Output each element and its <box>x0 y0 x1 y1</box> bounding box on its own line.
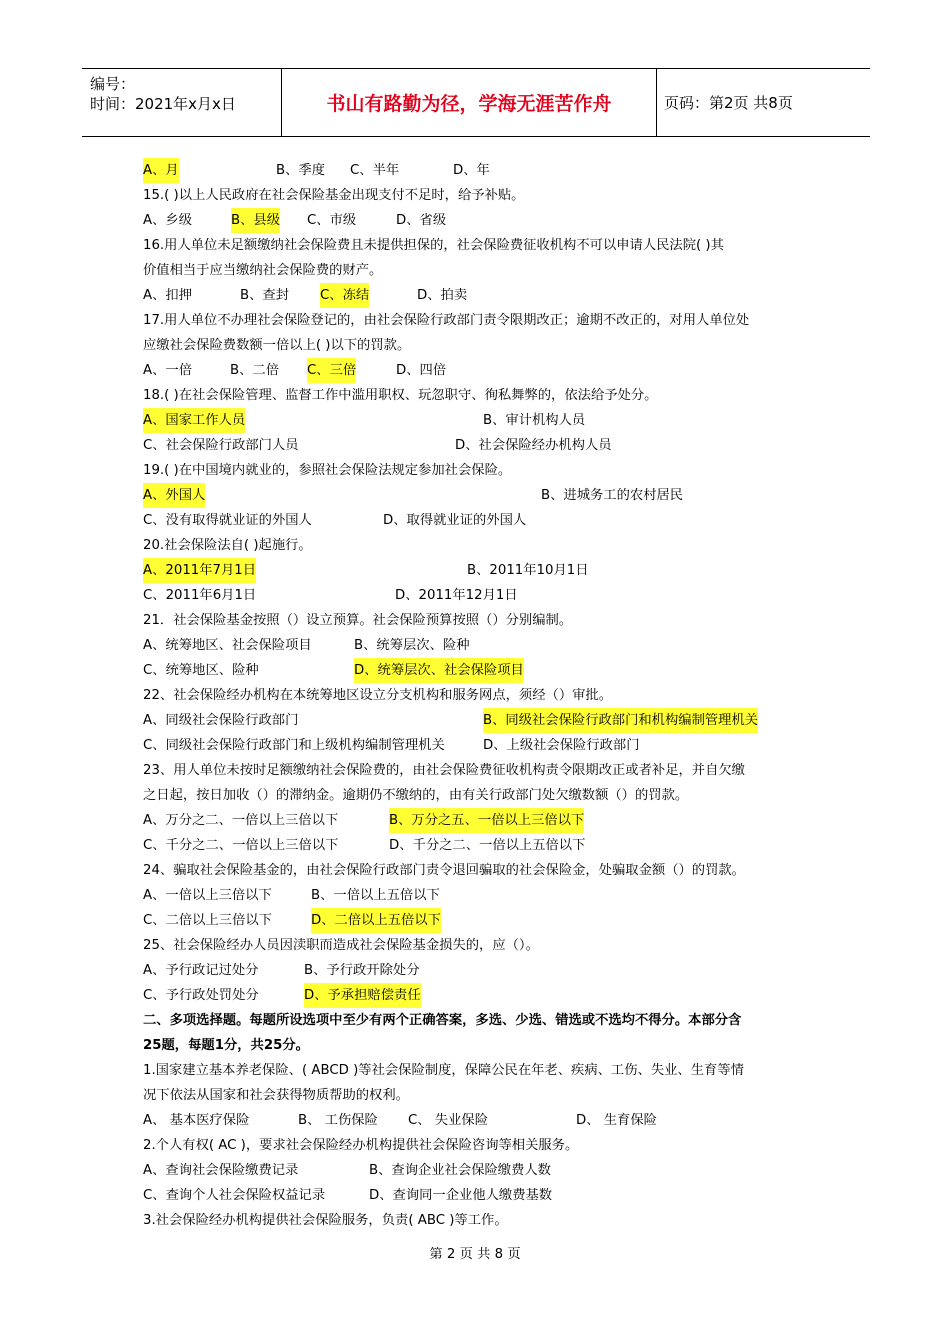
text-line <box>143 433 818 458</box>
text-segment: B、审计机构人员 <box>483 413 586 428</box>
text-segment: C、同级社会保险行政部门和上级机构编制管理机关 <box>143 738 445 753</box>
header-page-label: 页码：第2页 共8页 <box>664 94 793 112</box>
text-segment: C、查询个人社会保险权益记录 <box>143 1188 326 1203</box>
text-segment: 22、社会保险经办机构在本统筹地区设立分支机构和服务网点，须经（）审批。 <box>143 688 613 703</box>
text-segment: D、社会保险经办机构人员 <box>455 438 612 453</box>
text-line <box>143 408 818 433</box>
text-segment: A、查询社会保险缴费记录 <box>143 1163 299 1178</box>
text-segment: D、拍卖 <box>417 288 468 303</box>
text-line <box>143 933 818 958</box>
text-line <box>143 583 818 608</box>
answer-highlight: C、冻结 <box>320 283 369 308</box>
text-line <box>143 1033 818 1058</box>
text-line <box>143 608 818 633</box>
text-segment: 应缴社会保险费数额一倍以上( )以下的罚款。 <box>143 338 411 353</box>
text-segment: 16.用人单位未足额缴纳社会保险费且未提供担保的，社会保险费征收机构不可以申请人民法院( )其 <box>143 238 724 253</box>
text-segment: B、 工伤保险 <box>298 1113 378 1128</box>
text-line <box>143 833 818 858</box>
answer-highlight: A、外国人 <box>143 483 205 508</box>
answer-highlight: B、县级 <box>231 208 280 233</box>
text-segment: 2.个人有权( AC )，要求社会保险经办机构提供社会保险咨询等相关服务。 <box>143 1138 579 1153</box>
text-segment: 3.社会保险经办机构提供社会保险服务，负责( ABC )等工作。 <box>143 1213 508 1228</box>
text-segment: A、乡级 <box>143 213 192 228</box>
answer-highlight: C、三倍 <box>307 358 356 383</box>
text-segment: C、千分之二、一倍以上三倍以下 <box>143 838 339 853</box>
text-segment: C、半年 <box>350 163 400 178</box>
text-segment: B、进城务工的农村居民 <box>541 488 684 503</box>
text-segment: C、统筹地区、险种 <box>143 663 259 678</box>
text-segment: D、省级 <box>396 213 447 228</box>
text-line <box>143 383 818 408</box>
text-line <box>143 1183 818 1208</box>
text-line <box>143 783 818 808</box>
text-segment: C、2011年6月1日 <box>143 588 257 603</box>
text-segment: C、没有取得就业证的外国人 <box>143 513 312 528</box>
text-segment: C、二倍以上三倍以下 <box>143 913 272 928</box>
text-segment: C、 失业保险 <box>408 1113 488 1128</box>
text-line <box>143 183 818 208</box>
text-line <box>143 858 818 883</box>
text-line <box>143 1083 818 1108</box>
question-body <box>143 158 818 1233</box>
text-line <box>143 233 818 258</box>
text-line <box>143 708 818 733</box>
text-segment: D、取得就业证的外国人 <box>383 513 527 528</box>
text-line <box>143 1208 818 1233</box>
text-line <box>143 1008 818 1033</box>
text-line <box>143 558 818 583</box>
page-footer: 第 2 页 共 8 页 <box>429 1247 521 1262</box>
text-line <box>143 258 818 283</box>
text-line <box>143 508 818 533</box>
text-segment: D、年 <box>453 163 490 178</box>
text-line <box>143 1108 818 1133</box>
answer-highlight: A、国家工作人员 <box>143 408 245 433</box>
text-line <box>143 533 818 558</box>
answer-highlight: B、同级社会保险行政部门和机构编制管理机关 <box>483 708 758 733</box>
text-line <box>143 1133 818 1158</box>
text-segment: D、查询同一企业他人缴费基数 <box>369 1188 553 1203</box>
text-line <box>143 633 818 658</box>
text-segment: B、2011年10月1日 <box>467 563 589 578</box>
text-line <box>143 483 818 508</box>
text-line <box>143 308 818 333</box>
text-line <box>143 758 818 783</box>
text-segment: 价值相当于应当缴纳社会保险费的财产。 <box>143 263 383 278</box>
header-meta <box>82 69 282 136</box>
text-line <box>143 958 818 983</box>
text-segment: C、社会保险行政部门人员 <box>143 438 299 453</box>
text-line <box>143 158 818 183</box>
number-label: 编号： <box>90 75 136 93</box>
text-line <box>143 808 818 833</box>
text-segment: A、 基本医疗保险 <box>143 1113 250 1128</box>
text-segment: A、一倍以上三倍以下 <box>143 888 272 903</box>
text-line <box>143 358 818 383</box>
text-line <box>143 283 818 308</box>
text-segment: B、查封 <box>240 288 290 303</box>
text-segment: 25、社会保险经办人员因渎职而造成社会保险基金损失的，应（）。 <box>143 938 539 953</box>
text-line <box>143 1158 818 1183</box>
text-segment: B、查询企业社会保险缴费人数 <box>369 1163 551 1178</box>
text-segment: 25题，每题1分，共25分。 <box>143 1038 309 1053</box>
text-segment: D、 生育保险 <box>576 1113 657 1128</box>
text-segment: B、予行政开除处分 <box>304 963 420 978</box>
header-motto: 书山有路勤为径，学海无涯苦作舟 <box>282 69 657 136</box>
text-line <box>143 333 818 358</box>
text-segment: 17.用人单位不办理社会保险登记的，由社会保险行政部门责令限期改正；逾期不改正的，对用人单位处 <box>143 313 750 328</box>
text-segment: B、季度 <box>276 163 326 178</box>
text-segment: C、予行政处罚处分 <box>143 988 259 1003</box>
text-segment: 18.( )在社会保险管理、监督工作中滥用职权、玩忽职守、徇私舞弊的，依法给予处分。 <box>143 388 658 403</box>
text-segment: B、统筹层次、险种 <box>354 638 470 653</box>
answer-highlight: D、统筹层次、社会保险项目 <box>354 658 524 683</box>
text-segment: 19.( )在中国境内就业的，参照社会保险法规定参加社会保险。 <box>143 463 512 478</box>
answer-highlight: D、予承担赔偿责任 <box>304 983 421 1008</box>
text-segment: 24、骗取社会保险基金的，由社会保险行政部门责令退回骗取的社会保险金，处骗取金额（）的罚款。 <box>143 863 745 878</box>
text-segment: A、扣押 <box>143 288 192 303</box>
text-segment: A、万分之二、一倍以上三倍以下 <box>143 813 339 828</box>
text-line <box>143 1058 818 1083</box>
text-segment: A、予行政记过处分 <box>143 963 259 978</box>
text-segment: D、2011年12月1日 <box>395 588 518 603</box>
text-segment: D、四倍 <box>396 363 447 378</box>
answer-highlight: B、万分之五、一倍以上三倍以下 <box>389 808 584 833</box>
page-header <box>82 68 870 137</box>
text-segment: A、一倍 <box>143 363 192 378</box>
text-segment: A、统筹地区、社会保险项目 <box>143 638 312 653</box>
text-segment: D、上级社会保险行政部门 <box>483 738 640 753</box>
answer-highlight: A、2011年7月1日 <box>143 558 256 583</box>
text-line <box>143 983 818 1008</box>
text-segment: 21．社会保险基金按照（）设立预算。社会保险预算按照（）分别编制。 <box>143 613 573 628</box>
text-segment: 15.( )以上人民政府在社会保险基金出现支付不足时，给予补贴。 <box>143 188 525 203</box>
time-label: 时间：2021年x月x日 <box>90 95 236 113</box>
answer-highlight: D、二倍以上五倍以下 <box>311 908 441 933</box>
text-line <box>143 883 818 908</box>
text-segment: A、同级社会保险行政部门 <box>143 713 299 728</box>
text-segment: 20.社会保险法自( )起施行。 <box>143 538 312 553</box>
text-line <box>143 458 818 483</box>
text-segment: C、市级 <box>307 213 357 228</box>
text-segment: D、千分之二、一倍以上五倍以下 <box>389 838 586 853</box>
text-line <box>143 908 818 933</box>
text-segment: B、二倍 <box>230 363 280 378</box>
text-line <box>143 658 818 683</box>
text-line <box>143 733 818 758</box>
text-segment: 1.国家建立基本养老保险、( ABCD )等社会保险制度，保障公民在年老、疾病、工伤、失业、生育等情 <box>143 1063 744 1078</box>
text-segment: 23、用人单位未按时足额缴纳社会保险费的，由社会保险费征收机构责令限期改正或者补足，并自欠缴 <box>143 763 745 778</box>
text-segment: 之日起，按日加收（）的滞纳金。逾期仍不缴纳的，由有关行政部门处欠缴数额（）的罚款。 <box>143 788 689 803</box>
text-line <box>143 683 818 708</box>
text-segment: 况下依法从国家和社会获得物质帮助的权利。 <box>143 1088 409 1103</box>
answer-highlight: A、月 <box>143 158 179 183</box>
text-segment: B、一倍以上五倍以下 <box>311 888 440 903</box>
text-segment: 二、多项选择题。每题所设选项中至少有两个正确答案，多选、少选、错选或不选均不得分。本部分含 <box>143 1013 742 1028</box>
text-line <box>143 208 818 233</box>
